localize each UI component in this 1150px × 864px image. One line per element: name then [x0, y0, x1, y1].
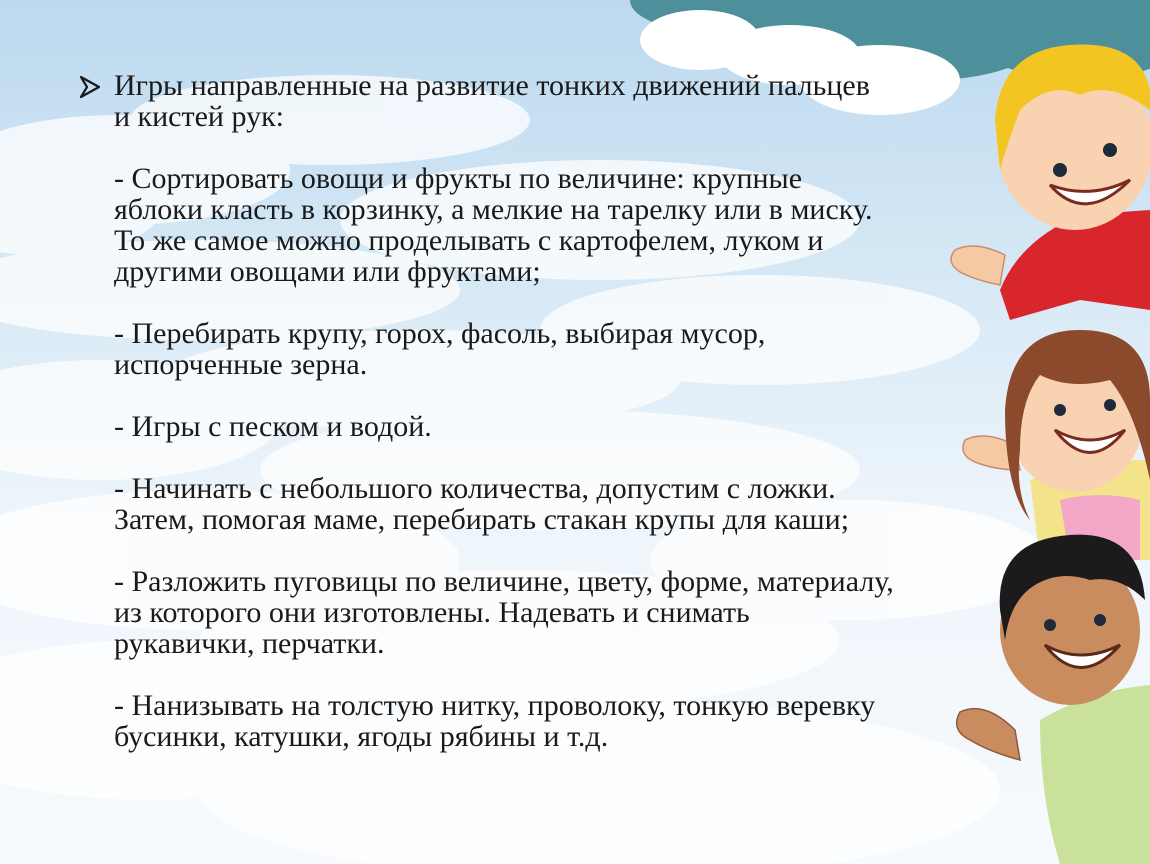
- item-line: - Разложить пуговицы по величине, цвету, форме, материалу,: [114, 565, 894, 598]
- bullet-heading: [114, 70, 870, 132]
- item-line: То же самое можно проделывать с картофелем, луком и: [114, 224, 824, 257]
- item-line: из которого они изготовлены. Надевать и снимать: [114, 596, 750, 629]
- heading-line: и кистей рук:: [114, 100, 284, 133]
- list-item: [114, 318, 958, 380]
- item-line: бусинки, катушки, ягоды рябины и т.д.: [114, 720, 609, 753]
- item-line: Затем, помогая маме, перебирать стакан крупы для каши;: [114, 503, 850, 536]
- item-line: - Начинать с небольшого количества, допустим с ложки.: [114, 472, 836, 505]
- item-line: рукавички, перчатки.: [114, 627, 385, 660]
- item-line: яблоки класть в корзинку, а мелкие на тарелку или в миску.: [114, 193, 873, 226]
- item-line: - Перебирать крупу, горох, фасоль, выбирая мусор,: [114, 317, 766, 350]
- item-line: - Сортировать овощи и фрукты по величине: крупные: [114, 162, 803, 195]
- arrow-bullet-icon: [68, 75, 114, 99]
- item-line: - Игры с песком и водой.: [114, 410, 432, 443]
- heading-line: Игры направленные на развитие тонких движений пальцев: [114, 69, 870, 102]
- item-line: - Нанизывать на толстую нитку, проволоку, тонкую веревку: [114, 689, 876, 722]
- item-line: другими овощами или фруктами;: [114, 255, 541, 288]
- list-item: [114, 690, 958, 752]
- main-bullet: [68, 70, 958, 132]
- blonde-boy-icon: [951, 45, 1150, 320]
- cartoon-kids-illustration: [920, 0, 1150, 864]
- girl-icon: [963, 330, 1150, 560]
- list-item: [114, 566, 958, 659]
- item-line: испорченные зерна.: [114, 348, 368, 381]
- dark-haired-boy-icon: [957, 535, 1150, 864]
- list-item: [114, 411, 958, 442]
- text-block: [68, 70, 958, 752]
- list-item: [114, 473, 958, 535]
- list-item: [114, 163, 958, 287]
